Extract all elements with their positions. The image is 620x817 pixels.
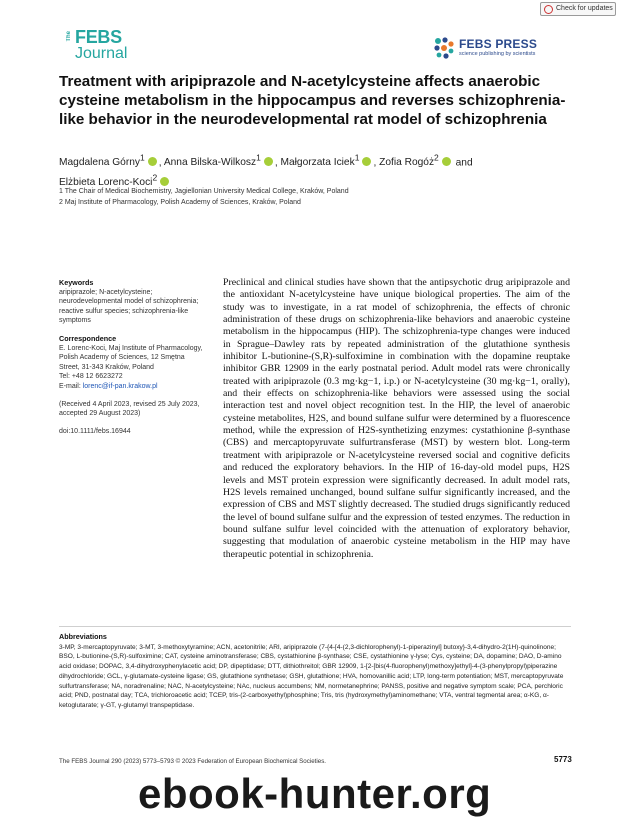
abstract: Preclinical and clinical studies have shown that the antipsychotic drug aripiprazole and the antioxidant N-acetylcysteine have unique biological properties. The aim of the study was to investigate, in a rat model of schizophrenia, the effects of chronic administration of these drugs on schizophrenia-like behaviors and anaerobic cysteine metabolism in the hippocampus (HIP). The schizophrenia-type changes were induced in Sprague–Dawley rats by repeated administration of the glutathione synthesis inhibitor L-butionine-(S,R)-sulfoximine in combination with the dopamine reuptake inhibitor GBR 12909 in the early postnatal period. Adult model rats were chronically treated with aripiprazole (0.3 mg·kg−1, i.p.) or N-acetylcysteine (30 mg·kg−1, orally), and their effects on schizophrenia-like behaviors were assessed using the social interaction test and novel object recognition test. In the HIP, the level of anaerobic cysteine metabolites, H2S, and bound sulfane sulfur were determined by a fluorescence method, while the expression of H2S-synthetizing enzymes: cystathionine β-synthase (CBS) and mercaptopyruvate sulfurtransferase (MST) by western blot. Long-term treatment with aripiprazole or N-acetylcysteine reversed social and cognitive deficits and reduced the exploratory behaviors. In the HIP of 16-day-old model pups, H2S levels and MST protein expression were significantly decreased. In adult model rats, H2S levels remained unchanged, bound sulfane sulfur significantly increased, and the expression of CBS and MST slightly decreased. The studied drugs significantly reduced the level of bound sulfane sulfur and the expression of tested enzymes. The reduction in bound sulfane sulfur level coincided with the attenuation of exploratory behavior, suggesting that modulation of anaerobic cysteine metabolism in the HIP may have therapeutic potential in schizophrenia.: [223, 277, 570, 560]
publisher-tagline: science publishing by scientists: [459, 51, 536, 57]
febs-press-icon: [432, 36, 456, 62]
page-number: 5773: [554, 755, 572, 764]
affiliation: 1 The Chair of Medical Biochemistry, Jagiellonian University Medical College, Kraków, Poland: [59, 188, 349, 195]
check-for-updates-button[interactable]: [540, 2, 616, 16]
correspondence-address: E. Lorenc-Koci, Maj Institute of Pharmacology, Polish Academy of Sciences, 12 Smętna Street, 31-343 Kraków, Poland: [59, 344, 203, 371]
telephone: Tel: +48 12 6623272: [59, 373, 123, 381]
author[interactable]: Zofia Rogóż$^2$: [379, 153, 439, 169]
keywords-heading: Keywords: [59, 278, 94, 287]
email-line: E-mail: lorenc@if-pan.krakow.pl: [59, 382, 158, 390]
abbreviations-heading: Abbreviations: [59, 632, 107, 641]
footer-citation: The FEBS Journal 290 (2023) 5773–5793 © 2023 Federation of European Biochemical Societies.: [59, 758, 327, 765]
author[interactable]: Małgorzata Iciek$^1$: [280, 153, 360, 169]
orcid-icon[interactable]: [148, 157, 157, 166]
orcid-icon[interactable]: [442, 157, 451, 166]
abbreviations-text: 3-MP, 3-mercaptopyruvate; 3-MT, 3-methoxytyramine; ACN, acetonitrile; ARI, aripiprazole (7-{4-[4-(2,3-dichlorophenyl)-1-piperazinyl] butoxy}-3,4-dihydro-2(1H)-quinolinone; BSO, L-butionine-(S,R)-sulfoximine; CAT, cysteine aminotransferase; CBS, cystathionine β-synthase; CSE, cystathionine γ-lyse; Cys, cysteine; DA, dopamine; DAO, D-amino acid oxidase; DOPAC, 3,4-dihydroxyphenylacetic acid; DP, dipeptidase; DTT, dithiothreitol; GBR 12909, 1-[2-[bis(4-fluorophenyl)methoxy]ethyl]-4-(3-phenylpropyl)piperazine dihydrochloride; GCL, γ-glutamate-cysteine ligase; GS, glutathione synthetase; GSH, glutathione; HVA, homovanillic acid; LTP, long-term potentiation; MST, mercaptopyruvate sulfurtransferase; NA, noradrenaline; NAC, N-acetylcysteine; NAc, nucleus accumbens; NM, normetanephrine; PANSS, positive and negative symptom scale; PCA, perchloric acid; PND, postnatal day; TCA, trichloroacetic acid; TCEP, tris-(2-carboxyethyl)phosphine; Tris, tris (hydroxymethyl)aminomethane; VTA, ventral tegmental area; α-KG, α-ketoglutarate; γ-GT, γ-glutamyl transpeptidase.: [59, 643, 564, 709]
affiliations: [59, 186, 569, 208]
abbreviations: [59, 632, 571, 711]
divider: [59, 626, 571, 627]
article-sidebar: [59, 278, 204, 444]
orcid-icon[interactable]: [362, 157, 371, 166]
received-dates: (Received 4 April 2023, revised 25 July 2023, accepted 29 August 2023): [59, 400, 200, 418]
journal-logo: The FEBS Journal: [66, 27, 128, 62]
correspondence-heading: Correspondence: [59, 333, 117, 343]
author-list: Magdalena Górny$^1$ , Anna Bilska-Wilkosz$^1$ , Małgorzata Iciek$^1$ , Zofia Rogóż$^2$ and Elżbieta Lorenc-Koci$^2$: [59, 153, 473, 188]
publisher-logo: [432, 34, 582, 64]
update-icon: [544, 5, 553, 14]
orcid-icon[interactable]: [264, 157, 273, 166]
author[interactable]: Magdalena Górny$^1$: [59, 153, 145, 169]
affiliation: 2 Maj Institute of Pharmacology, Polish Academy of Sciences, Kraków, Poland: [59, 199, 301, 206]
check-for-updates-label: Check for updates: [556, 5, 613, 12]
watermark: ebook-hunter.org: [138, 770, 492, 817]
email-link[interactable]: lorenc@if-pan.krakow.pl: [82, 382, 158, 390]
author[interactable]: Anna Bilska-Wilkosz$^1$: [163, 153, 261, 169]
author[interactable]: Elżbieta Lorenc-Koci$^2$: [59, 172, 158, 188]
publisher-name: FEBS PRESS: [459, 37, 538, 51]
doi[interactable]: doi:10.1111/febs.16944: [59, 427, 131, 435]
keywords: aripiprazole; N-acetylcysteine; neurodevelopmental model of schizophrenia; reactive sulfur species; schizophrenia-like symptoms: [59, 288, 199, 325]
orcid-icon[interactable]: [160, 177, 169, 186]
article-title: Treatment with aripiprazole and N-acetylcysteine affects anaerobic cysteine metabolism in the hippocampus and reverses schizophrenia-like behavior in the neurodevelopmental rat model of schizophrenia: [59, 73, 566, 128]
